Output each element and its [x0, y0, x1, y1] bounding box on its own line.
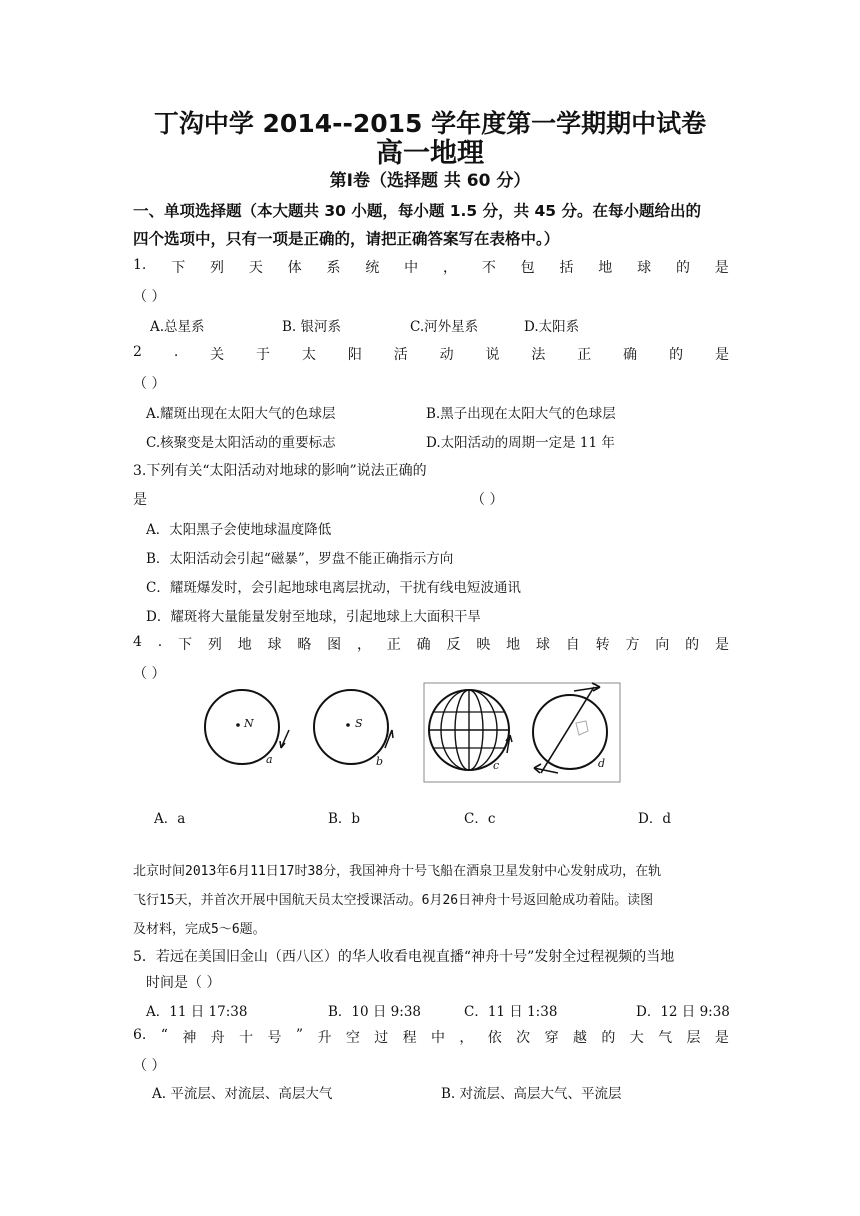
q4-answer-bracket: （ ）: [133, 666, 166, 682]
globe-d-landmass: [576, 721, 588, 735]
q4-char: 正: [386, 637, 401, 653]
q4-char: 下: [178, 637, 193, 653]
q1-stem: [133, 257, 729, 277]
q1-char: 括: [559, 260, 574, 276]
q4-char: 4: [133, 634, 142, 650]
q3-stem: 3.下列有关“太阳活动对地球的影响”说法正确的: [133, 463, 427, 479]
q4-char: 的: [685, 637, 700, 653]
q2-char: 于: [256, 347, 271, 363]
q2-char: .: [173, 344, 179, 360]
q6-option-b: B. 对流层、高层大气、平流层: [441, 1086, 622, 1102]
q6-char: 是: [714, 1030, 729, 1046]
q2-char: 太: [301, 347, 316, 363]
q6-char: 号: [267, 1030, 282, 1046]
q2-option-c: C.核聚变是太阳活动的重要标志: [146, 435, 336, 451]
earth-rotation-figure: [196, 681, 626, 784]
q4-char: 球: [267, 637, 282, 653]
figure-label-d: d: [598, 757, 606, 770]
q6-stem: [133, 1027, 729, 1047]
q4-char: 确: [416, 637, 431, 653]
q2-answer-bracket: （ ）: [133, 376, 166, 392]
q3-option-b: B．太阳活动会引起“磁暴”，罗盘不能正确指示方向: [146, 551, 454, 567]
q4-char: .: [157, 634, 163, 650]
q6-char: 气: [658, 1030, 673, 1046]
q3-answer-bracket: （ ）: [471, 492, 504, 508]
q1-char: 地: [598, 260, 613, 276]
figure-label-s: S: [355, 717, 363, 730]
q1-char: 球: [637, 260, 652, 276]
q4-char: 图: [327, 637, 342, 653]
q1-char: 包: [520, 260, 535, 276]
q5-option-b: B．10 日 9:38: [328, 1004, 421, 1020]
q6-char: 中: [431, 1030, 445, 1046]
q4-char: 向: [655, 637, 670, 653]
q1-option-b: B. 银河系: [282, 319, 342, 335]
q1-char: 的: [675, 260, 690, 276]
q1-option-d: D.太阳系: [524, 319, 580, 335]
q1-char: 中: [404, 260, 419, 276]
q4-option-c: C．c: [464, 811, 496, 827]
q4-char: 球: [535, 637, 550, 653]
q4-char: 地: [237, 637, 252, 653]
q2-option-d: D.太阳活动的周期一定是 11 年: [426, 435, 615, 451]
q6-char: 依: [487, 1030, 502, 1046]
q6-char: 次: [516, 1030, 531, 1046]
q2-char: 正: [577, 347, 592, 363]
q6-char: “: [160, 1027, 168, 1043]
q2-stem: [133, 344, 729, 364]
q1-char: 体: [287, 260, 302, 276]
q4-char: 转: [595, 637, 610, 653]
q6-char: 层: [686, 1030, 701, 1046]
q2-char: 说: [485, 347, 500, 363]
q6-char: 6.: [133, 1027, 147, 1043]
globe-b-circle: [314, 690, 388, 764]
q2-option-a: A.耀斑出现在太阳大气的色球层: [146, 406, 336, 422]
q6-char: 穿: [544, 1030, 559, 1046]
q4-char: 列: [207, 637, 222, 653]
q4-option-b: B．b: [328, 811, 361, 827]
figure-label-a: a: [266, 753, 273, 766]
q5-option-d: D．12 日 9:38: [636, 1004, 730, 1020]
q1-char: 天: [248, 260, 263, 276]
q2-char: 法: [531, 347, 546, 363]
q4-stem: [133, 634, 729, 654]
q1-option-c: C.河外星系: [410, 319, 479, 335]
q6-answer-bracket: （ ）: [133, 1058, 166, 1074]
section-instruction-line1: 一、单项选择题（本大题共 30 小题，每小题 1.5 分，共 45 分。在每小题给出的: [133, 202, 701, 220]
q3-option-c: C．耀斑爆发时，会引起地球电离层扰动，干扰有线电短波通讯: [146, 580, 521, 596]
earth-rotation-diagrams: [196, 681, 626, 784]
q6-char: 神: [182, 1030, 197, 1046]
q1-char: 下: [171, 260, 186, 276]
q2-char: 是: [714, 347, 729, 363]
figure-label-n: N: [244, 717, 254, 730]
q3-stem-end: 是: [133, 492, 147, 508]
q1-char: 不: [481, 260, 496, 276]
q5-stem-line1: 5．若远在美国旧金山（西八区）的华人收看电视直播“神舟十号”发射全过程视频的当地: [133, 949, 675, 965]
q4-char: 自: [565, 637, 580, 653]
q1-char: 统: [365, 260, 380, 276]
q4-char: 映: [476, 637, 491, 653]
q6-char: 的: [601, 1030, 616, 1046]
exam-subject: 高一地理: [376, 138, 484, 169]
q6-char: 升: [317, 1030, 332, 1046]
q2-char: 关: [210, 347, 225, 363]
q1-char: ，: [442, 260, 457, 276]
q1-answer-bracket: （ ）: [133, 289, 166, 305]
figure-label-b: b: [376, 755, 384, 768]
q6-char: 大: [629, 1030, 644, 1046]
globe-d-circle: [533, 695, 607, 769]
section-instruction-line2: 四个选项中，只有一项是正确的，请把正确答案写在表格中。）: [133, 230, 560, 248]
q4-char: 反: [446, 637, 461, 653]
globe-b-pole-dot: [346, 723, 350, 727]
q6-option-a: A. 平流层、对流层、高层大气: [152, 1086, 333, 1102]
material-line3: 及材料，完成5～6题。: [133, 922, 266, 937]
q1-option-a: A.总星系: [150, 319, 205, 335]
q2-char: 确: [623, 347, 638, 363]
q2-char: 阳: [347, 347, 362, 363]
q4-char: 地: [506, 637, 521, 653]
q6-char: ，: [459, 1030, 474, 1046]
q4-option-a: A．a: [154, 811, 186, 827]
figure-label-c: c: [493, 759, 500, 772]
q1-char: 1.: [133, 257, 147, 273]
globe-a-pole-dot: [236, 723, 240, 727]
q2-char: 的: [669, 347, 684, 363]
q1-char: 列: [210, 260, 225, 276]
q6-char: 程: [402, 1030, 417, 1046]
q2-option-b: B.黑子出现在太阳大气的色球层: [426, 406, 616, 422]
exam-part-title: 第Ⅰ卷（选择题 共 60 分）: [329, 171, 531, 191]
q6-char: 越: [572, 1030, 587, 1046]
q5-option-c: C．11 日 1:38: [464, 1004, 558, 1020]
q3-option-a: A．太阳黑子会使地球温度降低: [146, 522, 332, 538]
q4-char: 略: [297, 637, 312, 653]
q4-char: ，: [357, 637, 371, 653]
q2-char: 动: [439, 347, 454, 363]
material-line2: 飞行15天，并首次开展中国航天员太空授课活动。6月26日神舟十号返回舱成功着陆。读图: [133, 893, 654, 908]
material-line1: 北京时间2013年6月11日17时38分，我国神舟十号飞船在酒泉卫星发射中心发射成功，在轨: [133, 864, 662, 879]
q2-char: 2: [133, 344, 142, 360]
q1-char: 系: [326, 260, 341, 276]
arrow-b-head: [389, 730, 393, 738]
q5-stem-line2: 时间是（ ）: [146, 975, 221, 991]
q4-option-d: D．d: [638, 811, 671, 827]
q6-char: 过: [374, 1030, 389, 1046]
q6-char: 空: [345, 1030, 360, 1046]
q1-char: 是: [714, 260, 729, 276]
q6-char: 十: [239, 1030, 254, 1046]
q4-char: 方: [625, 637, 640, 653]
q3-option-d: D．耀斑将大量能量发射至地球，引起地球上大面积干旱: [146, 609, 481, 625]
q5-option-a: A．11 日 17:38: [146, 1004, 248, 1020]
q4-char: 是: [714, 637, 729, 653]
q6-char: ”: [295, 1027, 304, 1043]
q6-char: 舟: [210, 1030, 225, 1046]
globe-d-axis: [541, 687, 594, 773]
q2-char: 活: [393, 347, 408, 363]
exam-title: 丁沟中学 2014--2015 学年度第一学期期中试卷: [153, 109, 707, 138]
